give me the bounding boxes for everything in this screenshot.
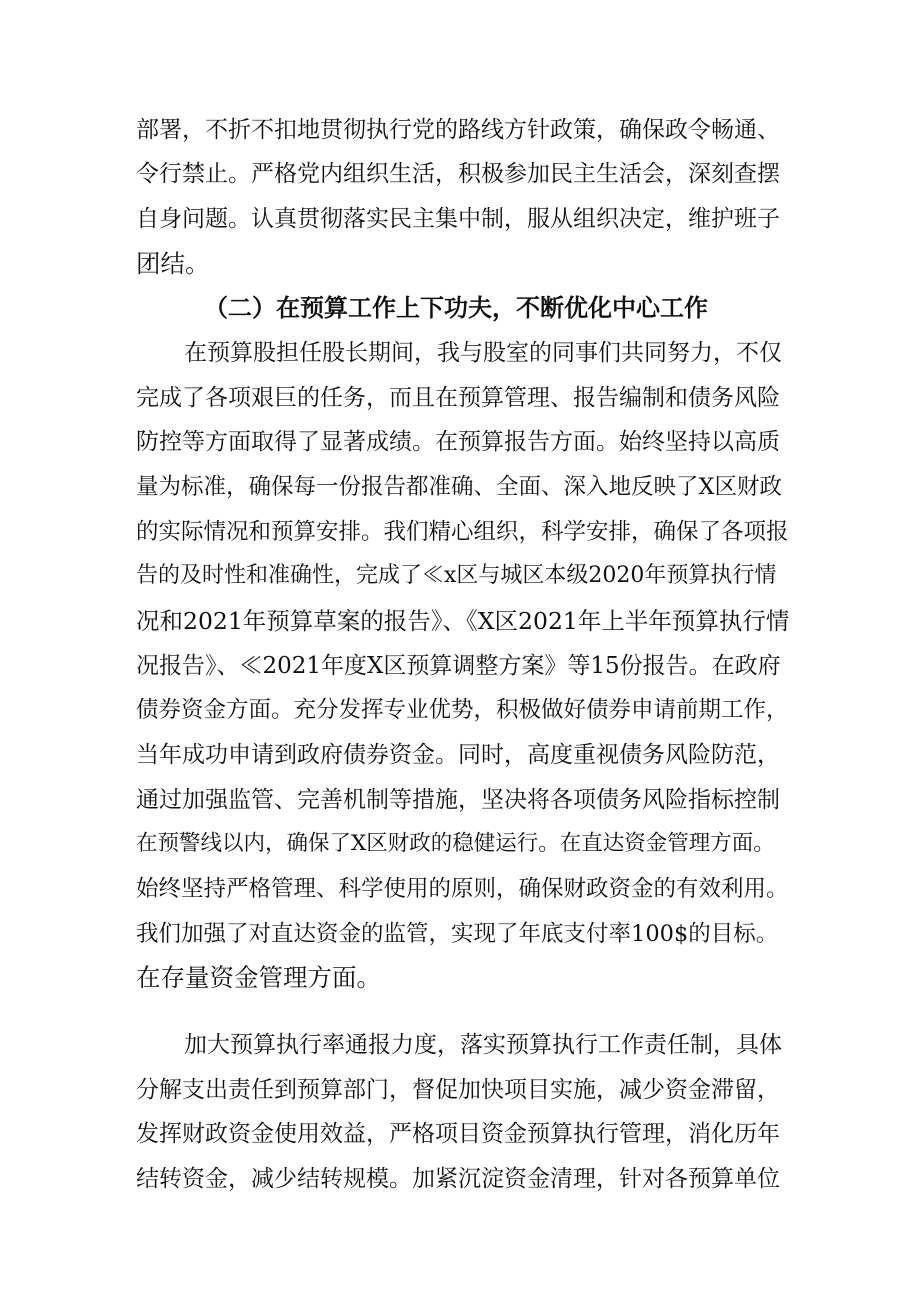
text-line: 完成了各项艰巨的任务，而且在预算管理、报告编制和债务风险 (136, 385, 780, 411)
text-line: 债券资金方面。充分发挥专业优势，积极做好债券申请前期工作， (136, 697, 789, 723)
text-line: 始终坚持严格管理、科学使用的原则，确保财政资金的有效利用。 (136, 876, 789, 902)
text-line: 加大预算执行率通报力度，落实预算执行工作责任制，具体 (184, 1032, 782, 1058)
text-line: 自身问题。认真贯彻落实民主集中制，服从组织决定，维护班子 (136, 206, 780, 232)
text-line: 通过加强监管、完善机制等措施，坚决将各项债务风险指标控制 (136, 787, 780, 813)
text-line: 分解支出责任到预算部门，督促加快项目实施，减少资金滞留， (136, 1077, 780, 1103)
text-line: 结转资金，减少结转规模。加紧沉淀资金清理，针对各预算单位 (136, 1166, 780, 1192)
text-line: 在存量资金管理方面。 (136, 963, 381, 992)
text-line: 部署，不折不扣地贯彻执行党的路线方针政策，确保政令畅通、 (136, 117, 780, 143)
text-line: 在预警线以内，确保了X区财政的稳健运行。在直达资金管理方面。 (136, 831, 775, 856)
text-line: 量为标准，确保每一份报告都准确、全面、深入地反映了X区财政 (136, 474, 783, 500)
text-line: 团结。 (136, 249, 210, 278)
text-line: 在预算股担任股长期间，我与股室的同事们共同努力，不仅 (184, 340, 782, 366)
text-line: 防控等方面取得了显著成绩。在预算报告方面。始终坚持以高质 (136, 429, 780, 455)
text-line: 告的及时性和准确性，完成了≪x区与城区本级2020年预算执行情 (136, 563, 777, 588)
text-line: 况报告》、≪2021年度X区预算调整方案》等15份报告。在政府 (136, 653, 781, 679)
text-line: 况和2021年预算草案的报告》、《X区2021年上半年预算执行情 (136, 607, 790, 635)
section-heading: （二）在预算工作上下功夫，不断优化中心工作 (204, 293, 708, 322)
text-line: 当年成功申请到政府债券资金。同时，高度重视债务风险防范， (136, 742, 780, 768)
text-line: 我们加强了对直达资金的监管，实现了年底支付率100$的目标。 (136, 921, 779, 947)
text-line: 的实际情况和预算安排。我们精心组织，科学安排，确保了各项报 (136, 519, 789, 545)
text-line: 发挥财政资金使用效益，严格项目资金预算执行管理，消化历年 (136, 1121, 780, 1147)
text-line: 令行禁止。严格党内组织生活，积极参加民主生活会，深刻查摆 (136, 161, 780, 187)
